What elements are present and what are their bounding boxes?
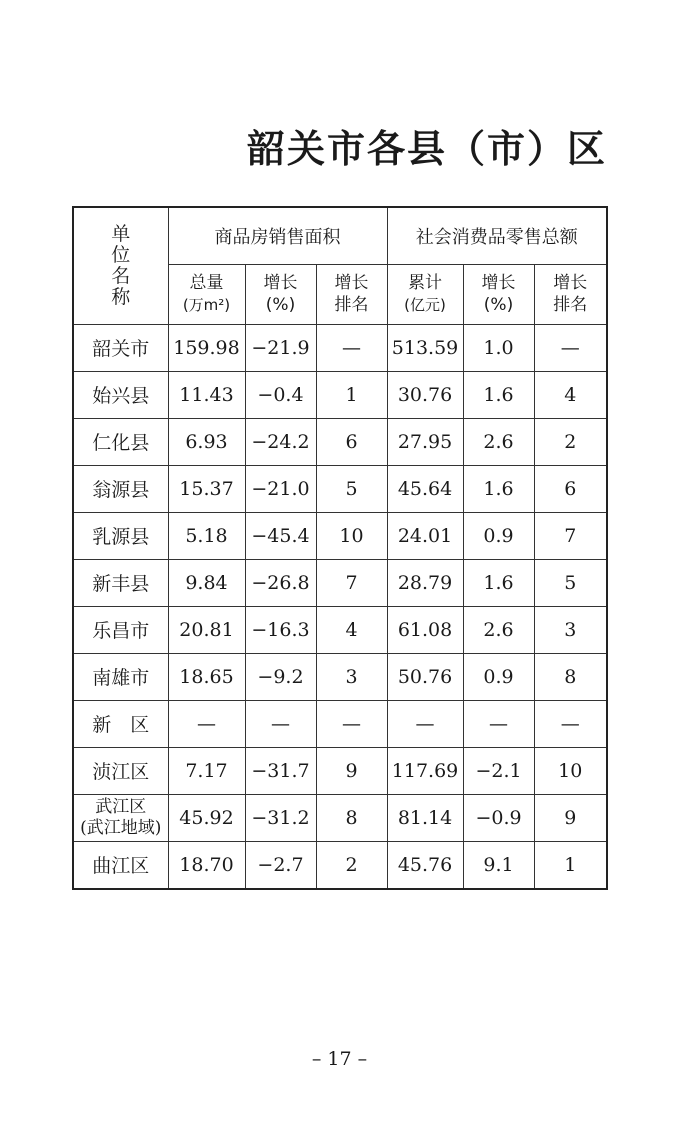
table-cell: 159.98 bbox=[168, 324, 245, 371]
table-cell: 7.17 bbox=[168, 747, 245, 794]
table-cell: 7 bbox=[316, 559, 387, 606]
table-cell: −2.1 bbox=[463, 747, 534, 794]
table-cell: −16.3 bbox=[245, 606, 316, 653]
table-cell: 27.95 bbox=[387, 418, 463, 465]
table-cell: — bbox=[387, 700, 463, 747]
table-row bbox=[73, 841, 607, 889]
table-row bbox=[73, 747, 607, 794]
table-cell: 5.18 bbox=[168, 512, 245, 559]
table-cell: −21.0 bbox=[245, 465, 316, 512]
table-cell: 50.76 bbox=[387, 653, 463, 700]
table-cell: 1 bbox=[534, 841, 607, 889]
row-name: 翁源县 bbox=[73, 465, 168, 512]
sub-header-rank: 增长 排名 bbox=[316, 264, 387, 324]
row-name: 武江区 (武江地域) bbox=[73, 794, 168, 841]
table-cell: 3 bbox=[534, 606, 607, 653]
table-row bbox=[73, 653, 607, 700]
table-cell: 30.76 bbox=[387, 371, 463, 418]
retail-sales-header: 社会消费品零售总额 bbox=[387, 207, 607, 264]
table-cell: — bbox=[316, 324, 387, 371]
table-cell: — bbox=[463, 700, 534, 747]
table-cell: 1.6 bbox=[463, 559, 534, 606]
table-cell: 1 bbox=[316, 371, 387, 418]
table-cell: 7 bbox=[534, 512, 607, 559]
row-name: 浈江区 bbox=[73, 747, 168, 794]
header-group-row bbox=[73, 207, 607, 264]
table-row bbox=[73, 465, 607, 512]
table-cell: 1.6 bbox=[463, 465, 534, 512]
table-cell: −21.9 bbox=[245, 324, 316, 371]
table-cell: −31.2 bbox=[245, 794, 316, 841]
table-cell: 513.59 bbox=[387, 324, 463, 371]
table-row bbox=[73, 371, 607, 418]
table-cell: 5 bbox=[316, 465, 387, 512]
table-row bbox=[73, 512, 607, 559]
row-name: 乐昌市 bbox=[73, 606, 168, 653]
table-cell: 28.79 bbox=[387, 559, 463, 606]
table-cell: 8 bbox=[534, 653, 607, 700]
table-row bbox=[73, 559, 607, 606]
table-cell: 6.93 bbox=[168, 418, 245, 465]
table-row bbox=[73, 794, 607, 841]
table-cell: 1.0 bbox=[463, 324, 534, 371]
page-title: 韶关市各县（市）区 bbox=[246, 126, 607, 171]
table-cell: −0.9 bbox=[463, 794, 534, 841]
sub-header-total: 总量 (万m²) bbox=[168, 264, 245, 324]
table-cell: 9.1 bbox=[463, 841, 534, 889]
table-cell: 18.70 bbox=[168, 841, 245, 889]
table-cell: 9.84 bbox=[168, 559, 245, 606]
table-cell: 15.37 bbox=[168, 465, 245, 512]
table-cell: 6 bbox=[316, 418, 387, 465]
table-cell: −2.7 bbox=[245, 841, 316, 889]
page-number: – 17 – bbox=[311, 1048, 368, 1070]
table-cell: 1.6 bbox=[463, 371, 534, 418]
table-cell: 45.76 bbox=[387, 841, 463, 889]
table-row bbox=[73, 324, 607, 371]
sub-header-cumulative: 累计 (亿元) bbox=[387, 264, 463, 324]
table-cell: −0.4 bbox=[245, 371, 316, 418]
table-cell: −26.8 bbox=[245, 559, 316, 606]
row-name: 韶关市 bbox=[73, 324, 168, 371]
sub-header-growth: 增长 (%) bbox=[463, 264, 534, 324]
sub-header-growth: 增长 (%) bbox=[245, 264, 316, 324]
table-cell: 5 bbox=[534, 559, 607, 606]
row-name: 新丰县 bbox=[73, 559, 168, 606]
table-cell: 45.92 bbox=[168, 794, 245, 841]
table-cell: — bbox=[534, 324, 607, 371]
table-cell: 10 bbox=[534, 747, 607, 794]
table-cell: 0.9 bbox=[463, 653, 534, 700]
housing-sales-header: 商品房销售面积 bbox=[168, 207, 387, 264]
table-cell: −45.4 bbox=[245, 512, 316, 559]
table-cell: 9 bbox=[534, 794, 607, 841]
row-name: 仁化县 bbox=[73, 418, 168, 465]
table-cell: −9.2 bbox=[245, 653, 316, 700]
row-name: 乳源县 bbox=[73, 512, 168, 559]
table-cell: 11.43 bbox=[168, 371, 245, 418]
row-name: 曲江区 bbox=[73, 841, 168, 889]
table-cell: 24.01 bbox=[387, 512, 463, 559]
table-cell: 6 bbox=[534, 465, 607, 512]
statistics-table bbox=[72, 206, 608, 890]
table-cell: 2 bbox=[534, 418, 607, 465]
row-name: 南雄市 bbox=[73, 653, 168, 700]
table-cell: — bbox=[245, 700, 316, 747]
table-row bbox=[73, 418, 607, 465]
table-cell: 4 bbox=[316, 606, 387, 653]
table-cell: 20.81 bbox=[168, 606, 245, 653]
table-cell: 18.65 bbox=[168, 653, 245, 700]
table-cell: 81.14 bbox=[387, 794, 463, 841]
table-cell: 10 bbox=[316, 512, 387, 559]
table-row bbox=[73, 700, 607, 747]
unit-name-header: 单 位 名 称 bbox=[73, 207, 168, 324]
table-cell: 117.69 bbox=[387, 747, 463, 794]
table-cell: 3 bbox=[316, 653, 387, 700]
table-cell: 4 bbox=[534, 371, 607, 418]
sub-header-rank: 增长 排名 bbox=[534, 264, 607, 324]
table-cell: 61.08 bbox=[387, 606, 463, 653]
table-cell: 2.6 bbox=[463, 418, 534, 465]
table-cell: −31.7 bbox=[245, 747, 316, 794]
table-cell: — bbox=[168, 700, 245, 747]
table-cell: 0.9 bbox=[463, 512, 534, 559]
table-cell: 45.64 bbox=[387, 465, 463, 512]
table-cell: −24.2 bbox=[245, 418, 316, 465]
table-cell: 2 bbox=[316, 841, 387, 889]
row-name: 始兴县 bbox=[73, 371, 168, 418]
table-cell: — bbox=[316, 700, 387, 747]
table-cell: 9 bbox=[316, 747, 387, 794]
table-cell: — bbox=[534, 700, 607, 747]
table-row bbox=[73, 606, 607, 653]
table-cell: 8 bbox=[316, 794, 387, 841]
row-name: 新 区 bbox=[73, 700, 168, 747]
table-cell: 2.6 bbox=[463, 606, 534, 653]
